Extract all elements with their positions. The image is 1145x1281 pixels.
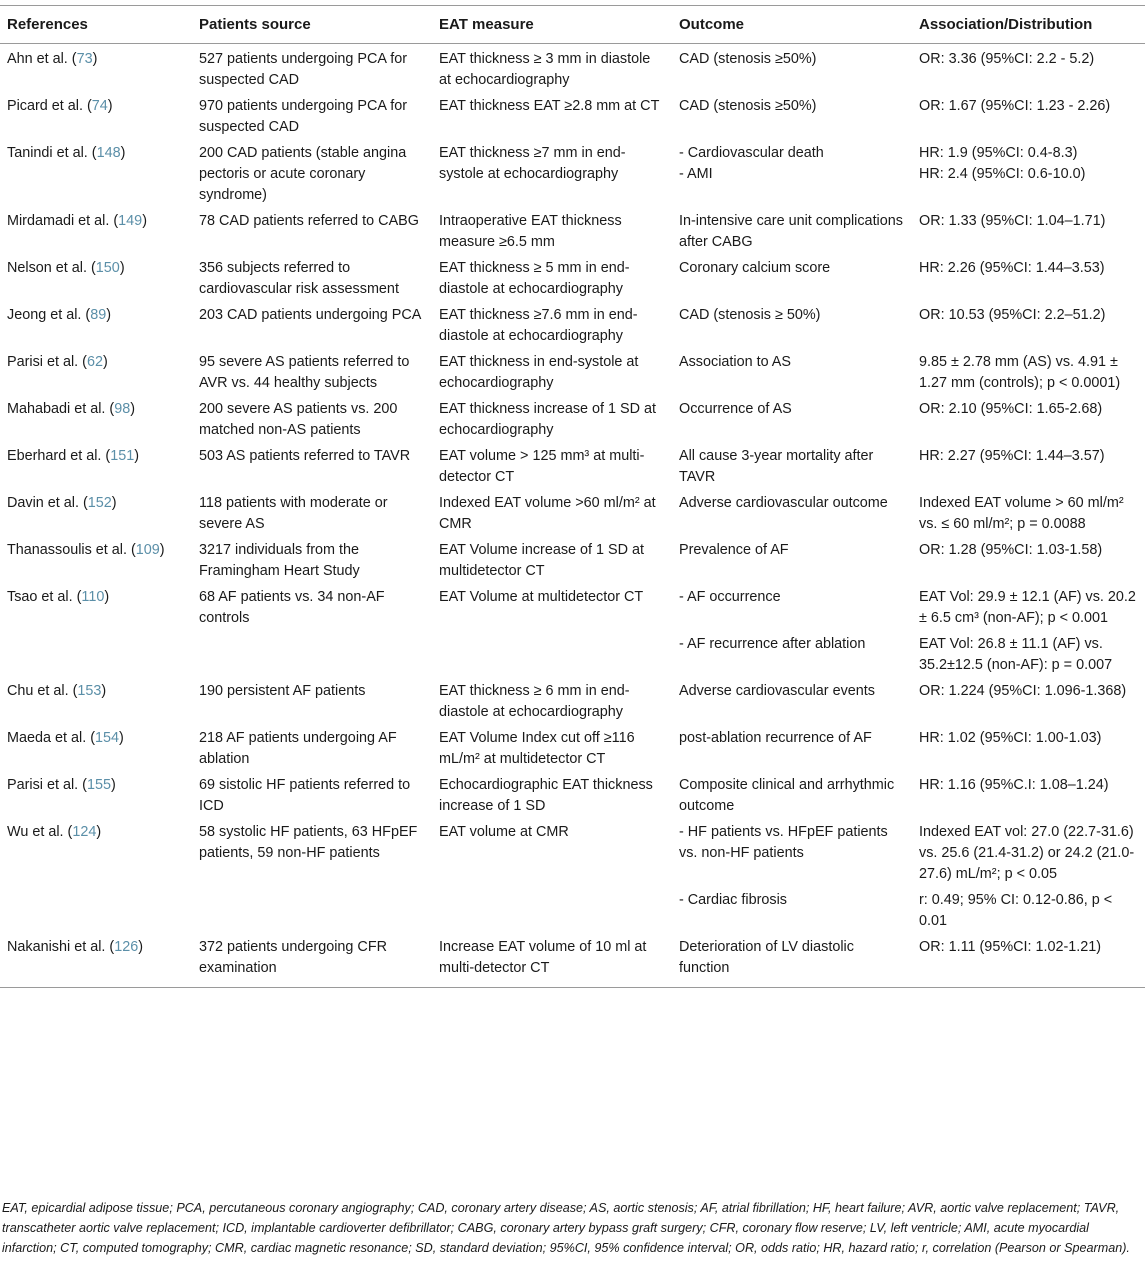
- cell-outcome: [672, 91, 912, 138]
- cell-patients-source-line: 203 CAD patients undergoing PCA: [199, 307, 422, 323]
- cell-eat-measure-line: EAT thickness ≥ 3 mm in diastole at echocardiography: [439, 51, 651, 88]
- cell-outcome-line: CAD (stenosis ≥50%): [679, 51, 817, 67]
- table-row: [0, 347, 1145, 394]
- cell-eat-measure: [432, 885, 672, 932]
- cell-outcome-line: post-ablation recurrence of AF: [679, 730, 872, 746]
- cell-association: [912, 932, 1145, 988]
- cell-association: [912, 817, 1145, 885]
- cell-patients-source: [192, 817, 432, 885]
- table-row: [0, 582, 1145, 629]
- cell-outcome: [672, 582, 912, 629]
- cell-outcome-line: - HF patients vs. HFpEF patients vs. non-HF patients: [679, 824, 888, 861]
- cell-association: [912, 394, 1145, 441]
- cell-association-line: HR: 1.16 (95%C.I: 1.08–1.24): [919, 777, 1109, 793]
- cell-eat-measure-line: EAT thickness ≥ 5 mm in end-diastole at echocardiography: [439, 260, 630, 297]
- cell-patients-source: [192, 300, 432, 347]
- cell-eat-measure: [432, 629, 672, 676]
- reference-close: ): [111, 777, 116, 793]
- cell-eat-measure: [432, 441, 672, 488]
- table-row: [0, 885, 1145, 932]
- cell-eat-measure-line: EAT thickness ≥7 mm in end-systole at echocardiography: [439, 145, 626, 182]
- cell-outcome-line: - AF occurrence: [679, 589, 781, 605]
- table-body: [0, 44, 1145, 988]
- reference-author: Parisi et al. (: [7, 354, 87, 370]
- cell-outcome: [672, 770, 912, 817]
- reference-author: Parisi et al. (: [7, 777, 87, 793]
- cell-patients-source: [192, 932, 432, 988]
- cell-eat-measure: [432, 91, 672, 138]
- reference-close: ): [138, 939, 143, 955]
- cell-eat-measure: [432, 817, 672, 885]
- table-row: [0, 629, 1145, 676]
- cell-outcome: [672, 932, 912, 988]
- cell-patients-source-line: 68 AF patients vs. 34 non-AF controls: [199, 589, 385, 626]
- table-footnote: EAT, epicardial adipose tissue; PCA, percutaneous coronary angiography; CAD, coronary artery disease; AS, aortic stenosis; AF, atrial fibrillation; HF, heart failure; AVR, aortic valve replacement; TAVR, transcatheter aortic valve replacement; ICD, implantable cardioverter defibrillator; CABG, coronary artery bypass graft surgery; CFR, coronary flow reserve; LV, left ventricle; AMI, acute myocardial infarction; CT, computed tomography; CMR, cardiac magnetic resonance; SD, standard deviation; 95%CI, 95% confidence interval; OR, odds ratio; HR, hazard ratio; r, correlation (Pearson or Spearman).: [2, 1201, 1130, 1255]
- cell-outcome: [672, 885, 912, 932]
- cell-patients-source: [192, 138, 432, 206]
- reference-author: Jeong et al. (: [7, 307, 91, 323]
- cell-outcome-line: All cause 3-year mortality after TAVR: [679, 448, 874, 485]
- cell-reference: [0, 676, 192, 723]
- cell-patients-source: [192, 488, 432, 535]
- cell-association: [912, 347, 1145, 394]
- cell-outcome-line: Association to AS: [679, 354, 791, 370]
- cell-outcome-line: Occurrence of AS: [679, 401, 792, 417]
- cell-outcome: [672, 488, 912, 535]
- cell-eat-measure: [432, 394, 672, 441]
- header-outcome: Outcome: [672, 6, 912, 44]
- reference-close: ): [159, 542, 165, 558]
- reference-author: Picard et al. (: [7, 98, 92, 114]
- reference-close: ): [106, 307, 112, 323]
- cell-patients-source: [192, 44, 432, 92]
- cell-association: [912, 300, 1145, 347]
- cell-outcome: [672, 44, 912, 92]
- cell-patients-source-line: 970 patients undergoing PCA for suspected CAD: [199, 98, 408, 135]
- cell-eat-measure: [432, 488, 672, 535]
- cell-outcome: [672, 138, 912, 206]
- cell-patients-source: [192, 629, 432, 676]
- cell-association-line: HR: 2.4 (95%CI: 0.6-10.0): [919, 166, 1086, 182]
- cell-patients-source-line: 527 patients undergoing PCA for suspected CAD: [199, 51, 408, 88]
- reference-close: ): [111, 495, 117, 511]
- reference-link[interactable]: 148: [96, 145, 121, 161]
- cell-patients-source-line: 200 CAD patients (stable angina pectoris or acute coronary syndrome): [199, 145, 407, 203]
- cell-association-line: OR: 1.33 (95%CI: 1.04–1.71): [919, 213, 1106, 229]
- cell-outcome: [672, 817, 912, 885]
- cell-association: [912, 676, 1145, 723]
- reference-author: Tsao et al. (: [7, 589, 82, 605]
- reference-close: ): [96, 824, 102, 840]
- cell-outcome: [672, 206, 912, 253]
- cell-eat-measure-line: Increase EAT volume of 10 ml at multi-detector CT: [439, 939, 647, 976]
- reference-link[interactable]: 98: [114, 401, 131, 417]
- cell-outcome-line: CAD (stenosis ≥50%): [679, 98, 817, 114]
- cell-reference: [0, 138, 192, 206]
- cell-patients-source-line: 190 persistent AF patients: [199, 683, 366, 699]
- reference-author: Maeda et al. (: [7, 730, 95, 746]
- cell-patients-source-line: 200 severe AS patients vs. 200 matched non-AS patients: [199, 401, 398, 438]
- header-references: References: [0, 6, 192, 44]
- cell-association: [912, 629, 1145, 676]
- cell-eat-measure-line: Indexed EAT volume >60 ml/m² at CMR: [439, 495, 656, 532]
- reference-close: ): [120, 145, 126, 161]
- cell-association-line: HR: 2.27 (95%CI: 1.44–3.57): [919, 448, 1105, 464]
- cell-reference: [0, 488, 192, 535]
- reference-close: ): [92, 51, 98, 67]
- cell-patients-source: [192, 441, 432, 488]
- cell-reference: [0, 723, 192, 770]
- cell-patients-source-line: 503 AS patients referred to TAVR: [199, 448, 411, 464]
- cell-association-line: 9.85 ± 2.78 mm (AS) vs. 4.91 ± 1.27 mm (controls); p < 0.0001): [919, 354, 1121, 391]
- cell-reference: [0, 394, 192, 441]
- cell-eat-measure: [432, 535, 672, 582]
- cell-association: [912, 206, 1145, 253]
- cell-eat-measure-line: EAT thickness in end-systole at echocardiography: [439, 354, 639, 391]
- cell-reference: [0, 441, 192, 488]
- header-eat-measure: EAT measure: [432, 6, 672, 44]
- reference-close: ): [104, 589, 110, 605]
- cell-outcome-line: Composite clinical and arrhythmic outcome: [679, 777, 895, 814]
- cell-outcome-line: - AF recurrence after ablation: [679, 636, 866, 652]
- cell-association: [912, 582, 1145, 629]
- reference-link[interactable]: 152: [87, 495, 112, 511]
- table-row: [0, 676, 1145, 723]
- cell-association: [912, 723, 1145, 770]
- cell-eat-measure: [432, 582, 672, 629]
- cell-patients-source-line: 118 patients with moderate or severe AS: [199, 495, 388, 532]
- reference-author: Nakanishi et al. (: [7, 939, 115, 955]
- cell-eat-measure-line: EAT volume at CMR: [439, 824, 569, 840]
- reference-link[interactable]: 126: [114, 939, 139, 955]
- cell-outcome-line: - AMI: [679, 166, 713, 182]
- cell-outcome-line: Adverse cardiovascular outcome: [679, 495, 888, 511]
- cell-eat-measure-line: Intraoperative EAT thickness measure ≥6.5 mm: [439, 213, 622, 250]
- reference-link[interactable]: 62: [86, 354, 103, 370]
- table-row: [0, 488, 1145, 535]
- cell-association: [912, 441, 1145, 488]
- reference-link[interactable]: 154: [95, 730, 120, 746]
- cell-eat-measure-line: EAT Volume at multidetector CT: [439, 589, 644, 605]
- cell-eat-measure: [432, 723, 672, 770]
- reference-link[interactable]: 89: [90, 307, 107, 323]
- cell-reference: [0, 770, 192, 817]
- reference-link[interactable]: 153: [77, 683, 102, 699]
- cell-patients-source-line: 372 patients undergoing CFR examination: [199, 939, 387, 976]
- cell-association: [912, 535, 1145, 582]
- cell-outcome-line: Prevalence of AF: [679, 542, 789, 558]
- cell-outcome-line: Adverse cardiovascular events: [679, 683, 875, 699]
- reference-link[interactable]: 109: [135, 542, 160, 558]
- cell-outcome: [672, 300, 912, 347]
- cell-patients-source: [192, 347, 432, 394]
- cell-outcome: [672, 347, 912, 394]
- cell-association: [912, 44, 1145, 92]
- cell-outcome: [672, 723, 912, 770]
- table-row: [0, 253, 1145, 300]
- table-row: [0, 770, 1145, 817]
- reference-close: ): [142, 213, 147, 229]
- reference-author: Eberhard et al. (: [7, 448, 111, 464]
- cell-association-line: EAT Vol: 26.8 ± 11.1 (AF) vs. 35.2±12.5 (non-AF): p = 0.007: [919, 636, 1113, 673]
- reference-author: Davin et al. (: [7, 495, 88, 511]
- cell-outcome-line: - Cardiovascular death: [679, 145, 824, 161]
- cell-eat-measure-line: EAT Volume increase of 1 SD at multidetector CT: [439, 542, 645, 579]
- reference-link[interactable]: 110: [81, 589, 105, 605]
- studies-table: [0, 5, 1145, 988]
- cell-eat-measure-line: EAT thickness EAT ≥2.8 mm at CT: [439, 98, 660, 114]
- cell-patients-source: [192, 582, 432, 629]
- reference-link[interactable]: 74: [91, 98, 108, 114]
- cell-reference: [0, 582, 192, 629]
- cell-association: [912, 488, 1145, 535]
- reference-close: ): [134, 448, 139, 464]
- cell-reference: [0, 206, 192, 253]
- reference-close: ): [107, 98, 113, 114]
- reference-author: Mirdamadi et al. (: [7, 213, 119, 229]
- cell-patients-source-line: 78 CAD patients referred to CABG: [199, 213, 419, 229]
- cell-association: [912, 885, 1145, 932]
- cell-patients-source: [192, 253, 432, 300]
- cell-outcome: [672, 676, 912, 723]
- cell-eat-measure-line: EAT Volume Index cut off ≥116 mL/m² at multidetector CT: [439, 730, 635, 767]
- cell-patients-source: [192, 676, 432, 723]
- header-row: [0, 6, 1145, 44]
- reference-close: ): [101, 683, 107, 699]
- cell-patients-source: [192, 885, 432, 932]
- cell-patients-source-line: 356 subjects referred to cardiovascular risk assessment: [199, 260, 399, 297]
- cell-association: [912, 91, 1145, 138]
- reference-link[interactable]: 151: [110, 448, 135, 464]
- reference-close: ): [130, 401, 136, 417]
- cell-eat-measure-line: Echocardiographic EAT thickness increase of 1 SD: [439, 777, 653, 814]
- cell-patients-source-line: 58 systolic HF patients, 63 HFpEF patients, 59 non-HF patients: [199, 824, 418, 861]
- cell-patients-source: [192, 91, 432, 138]
- cell-association-line: OR: 1.28 (95%CI: 1.03-1.58): [919, 542, 1103, 558]
- cell-outcome: [672, 253, 912, 300]
- table-row: [0, 723, 1145, 770]
- cell-outcome: [672, 394, 912, 441]
- cell-patients-source: [192, 723, 432, 770]
- cell-patients-source: [192, 206, 432, 253]
- cell-association: [912, 138, 1145, 206]
- cell-eat-measure-line: EAT thickness increase of 1 SD at echocardiography: [439, 401, 657, 438]
- table-row: [0, 394, 1145, 441]
- table-row: [0, 206, 1145, 253]
- reference-link[interactable]: 150: [95, 260, 120, 276]
- cell-patients-source-line: 3217 individuals from the Framingham Heart Study: [199, 542, 360, 579]
- cell-association-line: r: 0.49; 95% CI: 0.12-0.86, p < 0.01: [919, 892, 1113, 929]
- cell-reference: [0, 629, 192, 676]
- reference-author: Mahabadi et al. (: [7, 401, 115, 417]
- cell-association-line: HR: 2.26 (95%CI: 1.44–3.53): [919, 260, 1105, 276]
- header-association: Association/Distribution: [912, 6, 1145, 44]
- cell-outcome-line: Deterioration of LV diastolic function: [679, 939, 854, 976]
- cell-eat-measure: [432, 138, 672, 206]
- cell-association-line: OR: 10.53 (95%CI: 2.2–51.2): [919, 307, 1106, 323]
- cell-reference: [0, 253, 192, 300]
- reference-author: Thanassoulis et al. (: [7, 542, 136, 558]
- cell-association-line: OR: 3.36 (95%CI: 2.2 - 5.2): [919, 51, 1095, 67]
- cell-outcome: [672, 535, 912, 582]
- cell-patients-source: [192, 394, 432, 441]
- cell-outcome-line: In-intensive care unit complications after CABG: [679, 213, 903, 250]
- table-row: [0, 91, 1145, 138]
- cell-patients-source-line: 69 sistolic HF patients referred to ICD: [199, 777, 411, 814]
- reference-author: Wu et al. (: [7, 824, 73, 840]
- reference-author: Nelson et al. (: [7, 260, 96, 276]
- cell-association: [912, 253, 1145, 300]
- table-row: [0, 300, 1145, 347]
- header-patients-source: Patients source: [192, 6, 432, 44]
- cell-outcome: [672, 629, 912, 676]
- cell-reference: [0, 885, 192, 932]
- reference-close: ): [119, 730, 124, 746]
- cell-reference: [0, 535, 192, 582]
- cell-association-line: OR: 1.11 (95%CI: 1.02-1.21): [919, 939, 1102, 955]
- table-row: [0, 932, 1145, 988]
- cell-eat-measure-line: EAT volume > 125 mm³ at multi-detector CT: [439, 448, 645, 485]
- cell-eat-measure: [432, 770, 672, 817]
- cell-association-line: OR: 2.10 (95%CI: 1.65-2.68): [919, 401, 1103, 417]
- cell-association-line: OR: 1.67 (95%CI: 1.23 - 2.26): [919, 98, 1111, 114]
- cell-association-line: OR: 1.224 (95%CI: 1.096-1.368): [919, 683, 1127, 699]
- cell-outcome: [672, 441, 912, 488]
- cell-association: [912, 770, 1145, 817]
- cell-association-line: HR: 1.02 (95%CI: 1.00-1.03): [919, 730, 1102, 746]
- cell-patients-source-line: 95 severe AS patients referred to AVR vs. 44 healthy subjects: [199, 354, 410, 391]
- cell-patients-source-line: 218 AF patients undergoing AF ablation: [199, 730, 397, 767]
- cell-outcome-line: - Cardiac fibrosis: [679, 892, 787, 908]
- cell-reference: [0, 44, 192, 92]
- cell-reference: [0, 817, 192, 885]
- reference-close: ): [119, 260, 125, 276]
- reference-link[interactable]: 124: [72, 824, 97, 840]
- cell-association-line: HR: 1.9 (95%CI: 0.4-8.3): [919, 145, 1078, 161]
- reference-author: Chu et al. (: [7, 683, 78, 699]
- cell-reference: [0, 347, 192, 394]
- cell-eat-measure: [432, 206, 672, 253]
- cell-reference: [0, 932, 192, 988]
- cell-outcome-line: CAD (stenosis ≥ 50%): [679, 307, 821, 323]
- reference-link[interactable]: 155: [86, 777, 111, 793]
- reference-author: Tanindi et al. (: [7, 145, 97, 161]
- reference-link[interactable]: 149: [118, 213, 143, 229]
- table-row: [0, 441, 1145, 488]
- table-row: [0, 817, 1145, 885]
- cell-eat-measure-line: EAT thickness ≥ 6 mm in end-diastole at echocardiography: [439, 683, 630, 720]
- cell-association-line: Indexed EAT volume > 60 ml/m² vs. ≤ 60 ml/m²; p = 0.0088: [919, 495, 1124, 532]
- cell-eat-measure: [432, 253, 672, 300]
- reference-link[interactable]: 73: [76, 51, 93, 67]
- cell-eat-measure: [432, 347, 672, 394]
- cell-eat-measure: [432, 44, 672, 92]
- cell-eat-measure: [432, 300, 672, 347]
- table-header: [0, 6, 1145, 44]
- table-row: [0, 44, 1145, 92]
- cell-patients-source: [192, 770, 432, 817]
- cell-eat-measure: [432, 676, 672, 723]
- cell-association-line: EAT Vol: 29.9 ± 12.1 (AF) vs. 20.2 ± 6.5 cm³ (non-AF); p < 0.001: [919, 589, 1136, 626]
- cell-outcome-line: Coronary calcium score: [679, 260, 831, 276]
- cell-eat-measure-line: EAT thickness ≥7.6 mm in end-diastole at echocardiography: [439, 307, 638, 344]
- cell-patients-source: [192, 535, 432, 582]
- cell-reference: [0, 300, 192, 347]
- cell-association-line: Indexed EAT vol: 27.0 (22.7-31.6) vs. 25.6 (21.4-31.2) or 24.2 (21.0-27.6) mL/m²; p < 0.05: [919, 824, 1135, 882]
- table-row: [0, 138, 1145, 206]
- table-row: [0, 535, 1145, 582]
- cell-reference: [0, 91, 192, 138]
- reference-author: Ahn et al. (: [7, 51, 77, 67]
- cell-eat-measure: [432, 932, 672, 988]
- reference-close: ): [103, 354, 108, 370]
